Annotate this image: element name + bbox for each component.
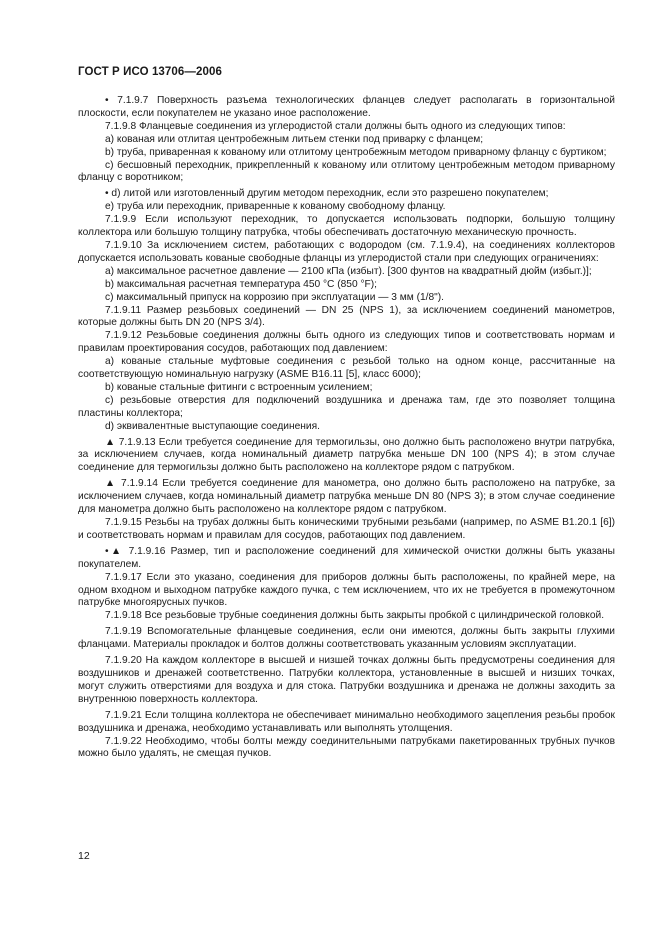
paragraph: 7.1.9.20 На каждом коллекторе в высшей и низшей точках должны быть предусмотрены соединения для воздушников и дренажей соответственно. Патрубки коллектора, установленные в высшей и низших точках, могут служить отверстиями для воздуха и для стока. Патрубки воздушника и дренажа не должны заходить за внутреннюю поверхность коллектора. [78, 655, 615, 705]
page-number: 12 [78, 850, 90, 862]
paragraph: 7.1.9.22 Необходимо, чтобы болты между соединительными патрубками пакетированных трубных пучков можно было удалять, не смещая пучков. [78, 735, 615, 760]
paragraph: 7.1.9.10 За исключением систем, работающих с водородом (см. 7.1.9.4), на соединениях коллекторов допускается использовать кованые свободные фланцы из углеродистой стали при следующих ограничениях: [78, 239, 615, 264]
document-header: ГОСТ Р ИСО 13706—2006 [78, 66, 223, 78]
paragraph: • 7.1.9.7 Поверхность разъема технологических фланцев следует располагать в горизонтальной плоскости, если покупателем не указано иное расположение. [78, 95, 615, 119]
paragraph: b) труба, приваренная к кованому или отлитому центробежным методом приварному фланцу с буртиком; [105, 146, 607, 158]
paragraph: • d) литой или изготовленный другим методом переходник, если это разрешено покупателем; [105, 188, 549, 200]
paragraph: 7.1.9.12 Резьбовые соединения должны быть одного из следующих типов и соответствовать нормам и правилам проектирования сосудов, работающих под давлением: [78, 330, 615, 355]
paragraph: 7.1.9.8 Фланцевые соединения из углеродистой стали должны быть одного из следующих типов: [105, 120, 566, 132]
paragraph: e) труба или переходник, приваренные к кованому свободному фланцу. [105, 201, 446, 213]
paragraph: а) кованая или отлитая центробежным литьем стенки под приварку с фланцем; [105, 133, 484, 145]
paragraph: 7.1.9.9 Если используют переходник, то допускается использовать подпорки, большую толщину коллектора или большую толщину патрубка, чтобы обеспечивать достаточную механическую прочность. [78, 214, 615, 239]
paragraph: ▲ 7.1.9.13 Если требуется соединение для термогильзы, оно должно быть расположено внутри патрубка, за исключением случаев, когда номинальный диаметр патрубка меньше DN 100 (NPS 4); в этом случае соединение для термогильзы должно быть расположено на коллекторе рядом с патрубком. [78, 436, 615, 474]
document-body [78, 95, 615, 761]
paragraph: 7.1.9.11 Размер резьбовых соединений — DN 25 (NPS 1), за исключением соединений манометров, которые должны быть DN 20 (NPS 3/4). [78, 304, 615, 329]
paragraph: а) кованые стальные муфтовые соединения с резьбой только на одном конце, рассчитанные на соответствующую номинальную нагрузку (ASME B16.11 [5], класс 6000); [78, 356, 615, 381]
paragraph: ▲ 7.1.9.14 Если требуется соединение для манометра, оно должно быть расположено на патрубке, за исключением случаев, когда номинальный диаметр патрубка меньше DN 80 (NPS 3); в этом случае соединение для манометра должно быть расположено на коллекторе рядом с патрубком. [78, 478, 615, 516]
paragraph: b) максимальная расчетная температура 450 °С (850 °F); [105, 278, 377, 290]
paragraph: c) бесшовный переходник, прикрепленный к кованому или отлитому центробежным методом приварному фланцу с воротником; [78, 159, 615, 184]
paragraph: 7.1.9.17 Если это указано, соединения для приборов должны быть расположены, по крайней мере, на одном входном и выходном патрубке каждого пучка, с тем исключением, что их не требуется в промежуточном патрубке многоярусных пучков. [78, 571, 615, 609]
paragraph: •▲ 7.1.9.16 Размер, тип и расположение соединений для химической очистки должны быть указаны покупателем. [78, 545, 615, 570]
paragraph: c) резьбовые отверстия для подключений воздушника и дренажа там, где это позволяет толщина пластины коллектора; [78, 394, 615, 419]
paragraph: 7.1.9.21 Если толщина коллектора не обеспечивает минимально необходимого зацепления резьбы пробок воздушника и дренажа, необходимо устанавливать или выполнять утолщения. [78, 709, 615, 734]
paragraph: 7.1.9.19 Вспомогательные фланцевые соединения, если они имеются, должны быть закрыты глухими фланцами. Материалы прокладок и болтов должны соответствовать указанным условиям эксплуатации. [78, 626, 615, 651]
paragraph: b) кованые стальные фитинги с встроенным усилением; [105, 381, 373, 393]
paragraph: 7.1.9.15 Резьбы на трубах должны быть коническими трубными резьбами (например, по ASME B1.20.1 [6]) и соответствовать нормам и правилам для сосудов, работающих под давлением. [78, 517, 615, 541]
paragraph: d) эквивалентные выступающие соединения. [105, 420, 320, 432]
paragraph: с) максимальный припуск на коррозию при эксплуатации — 3 мм (1/8"). [105, 291, 445, 303]
paragraph: 7.1.9.18 Все резьбовые трубные соединения должны быть закрыты пробкой с цилиндрической головкой. [105, 610, 605, 622]
paragraph: а) максимальное расчетное давление — 2100 кПа (избыт). [300 фунтов на квадратный дюйм (избыт.)]; [105, 265, 592, 277]
